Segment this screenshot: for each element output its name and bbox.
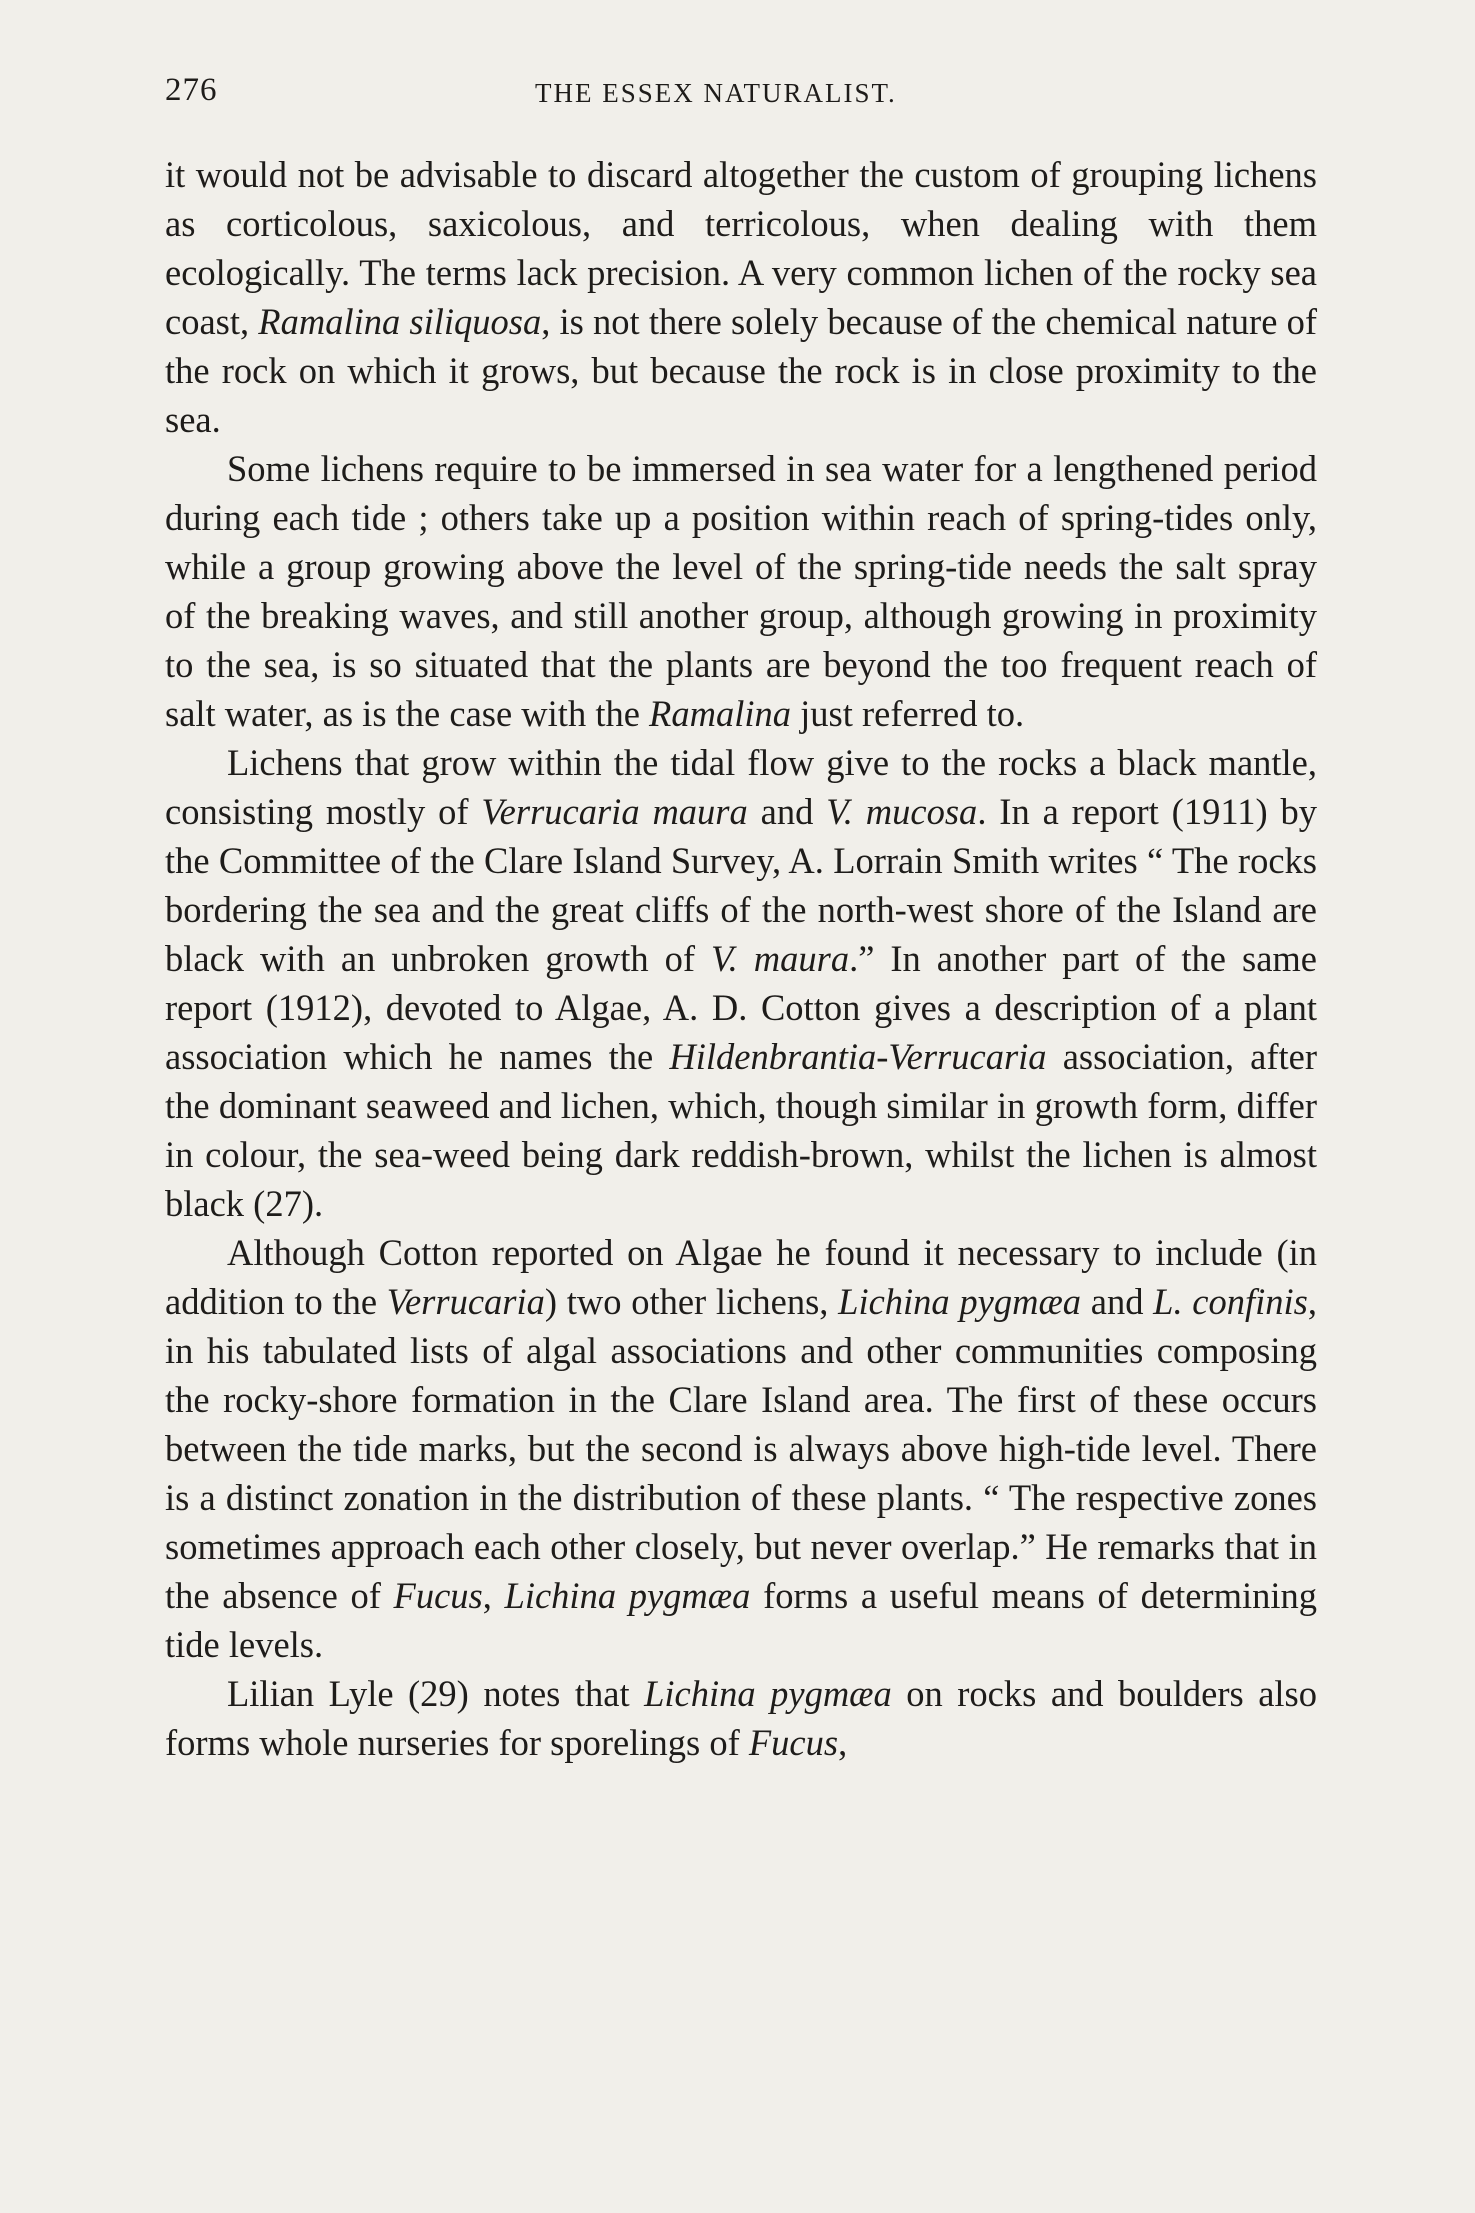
text-run: Lilian Lyle (29) notes that xyxy=(227,1673,645,1714)
italic-term: L. confinis xyxy=(1153,1281,1308,1322)
italic-term: V. maura xyxy=(711,938,850,979)
text-run: Lichens that grow within the tidal flow give to the rocks a black mantle, consisting mostly of xyxy=(165,742,1317,832)
text-run: , xyxy=(482,1575,505,1616)
text-run: association, after the dominant seaweed and lichen, which, though similar in growth form, differ in colour, the sea-weed being dark reddish-brown, whilst the lichen is almost black (27). xyxy=(165,1036,1317,1224)
italic-term: Fucus xyxy=(393,1575,483,1616)
italic-term: Verrucaria xyxy=(386,1281,545,1322)
paragraph xyxy=(165,444,1317,738)
text-run: .” In another part of the same report (1912), devoted to Algae, A. D. Cotton gives a description of a plant association which he names the xyxy=(165,938,1317,1077)
running-head: THE ESSEX NATURALIST. xyxy=(535,78,897,108)
text-run: just referred to. xyxy=(790,693,1025,734)
text-run: Some lichens require to be immersed in sea water for a lengthened period during each tide ; others take up a position within reach of spring-tides only, while a group growing above the level of the spring-tide needs the salt spray of the breaking waves, and still another group, although growing in proximity to the sea, is so situated that the plants are beyond the too frequent reach of salt water, as is the case with the xyxy=(165,448,1317,734)
page-header xyxy=(165,72,1315,122)
page-number: 276 xyxy=(165,72,218,108)
italic-term: Lichina pygmæa xyxy=(504,1575,751,1616)
italic-term: Lichina pygmæa xyxy=(838,1281,1082,1322)
text-run: forms a useful means of determining tide levels. xyxy=(165,1575,1317,1665)
text-run: and xyxy=(747,791,827,832)
italic-term: Ramalina siliquosa xyxy=(258,301,542,342)
body-text xyxy=(165,150,1317,1767)
text-run: . In a report (1911) by the Committee of the Clare Island Survey, A. Lorrain Smith writes “ The rocks bordering the sea and the great cliffs of the north-west shore of the Island are black with an unbroken growth of xyxy=(165,791,1317,979)
text-run: on rocks and boulders also forms whole nurseries for sporelings of xyxy=(165,1673,1317,1763)
italic-term: Hildenbrantia-Verrucaria xyxy=(669,1036,1047,1077)
paragraph xyxy=(165,738,1317,1228)
italic-term: Ramalina xyxy=(649,693,791,734)
paragraph xyxy=(165,150,1317,444)
paragraph xyxy=(165,1669,1317,1767)
italic-term: V. mucosa xyxy=(826,791,978,832)
text-run: , is not there solely because of the chemical nature of the rock on which it grows, but because the rock is in close proximity to the sea. xyxy=(165,301,1317,440)
text-run: ) two other lichens, xyxy=(544,1281,839,1322)
paragraph xyxy=(165,1228,1317,1669)
italic-term: Fucus xyxy=(748,1722,839,1763)
italic-term: Verrucaria maura xyxy=(481,791,748,832)
italic-term: Lichina pygmæa xyxy=(644,1673,892,1714)
text-run: it would not be advisable to discard altogether the custom of grouping lichens as corticolous, saxicolous, and terricolous, when dealing with them ecologically. The terms lack precision. A very common lichen of the rocky sea coast, xyxy=(165,154,1317,342)
text-run: and xyxy=(1081,1281,1154,1322)
text-run: Although Cotton reported on Algae he found it necessary to include (in addition to the xyxy=(165,1232,1317,1322)
text-run: , xyxy=(838,1722,848,1763)
text-run: , in his tabulated lists of algal associations and other communities composing the rocky-shore formation in the Clare Island area. The first of these occurs between the tide marks, but the second is always above high-tide level. There is a distinct zonation in the distribution of these plants. “ The respective zones sometimes approach each other closely, but never overlap.” He remarks that in the absence of xyxy=(165,1281,1318,1616)
